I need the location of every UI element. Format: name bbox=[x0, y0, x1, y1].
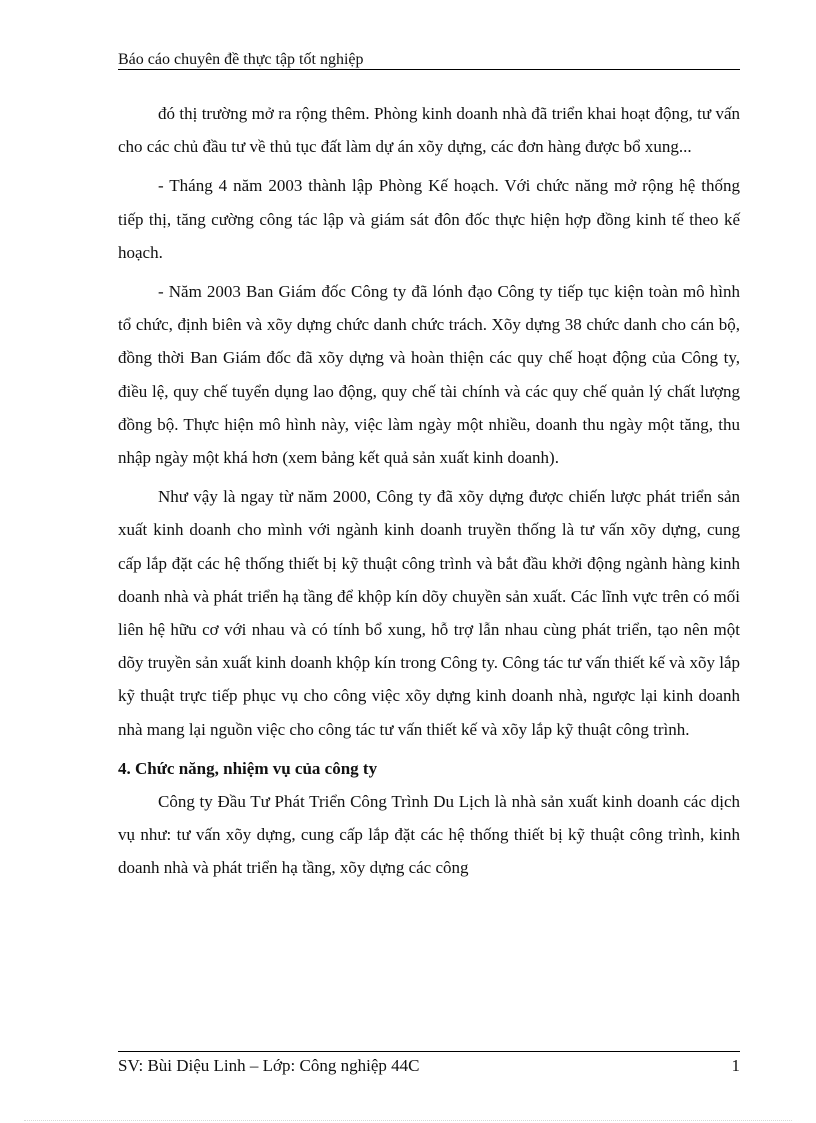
paragraph-organization-model: - Năm 2003 Ban Giám đốc Công ty đã lónh đạo Công ty tiếp tục kiện toàn mô hình tổ chức, định biên và xõy dựng chức danh chức trách. Xõy dựng 38 chức danh cho cán bộ, đồng thời Ban Giám đốc đã xõy dựng và hoàn thiện các quy chế hoạt động của Công ty, điều lệ, quy chế tuyển dụng lao động, quy chế tài chính và các quy chế quản lý chất lượng đồng bộ. Thực hiện mô hình này, việc làm ngày một nhiều, doanh thu ngày một tăng, thu nhập ngày một khá hơn (xem bảng kết quả sản xuất kinh doanh). bbox=[118, 282, 740, 468]
paragraph-company-functions: Công ty Đầu Tư Phát Triển Công Trình Du Lịch là nhà sản xuất kinh doanh các dịch vụ như: tư vấn xõy dựng, cung cấp lắp đặt các hệ thống thiết bị kỹ thuật công trình, kinh doanh nhà và phát triển hạ tầng, xõy dựng các công bbox=[118, 792, 740, 878]
header-title: Báo cáo chuyên đề thực tập tốt nghiệp bbox=[118, 51, 364, 68]
page-number: 1 bbox=[731, 1056, 740, 1075]
page-header bbox=[118, 50, 740, 70]
paragraph-market-expansion: đó thị trường mở ra rộng thêm. Phòng kinh doanh nhà đã triển khai hoạt động, tư vấn cho các chủ đầu tư về thủ tục đất làm dự án xõy dựng, các đơn hàng được bổ xung... bbox=[118, 104, 740, 157]
section-heading: 4. Chức năng, nhiệm vụ của công ty bbox=[118, 758, 378, 778]
paragraph-planning-department: - Tháng 4 năm 2003 thành lập Phòng Kế hoạch. Với chức năng mở rộng hệ thống tiếp thị, tăng cường công tác lập và giám sát đôn đốc thực hiện hợp đồng kinh tế theo kế hoạch. bbox=[118, 176, 740, 262]
page-footer bbox=[118, 1051, 740, 1076]
footer-author: SV: Bùi Diệu Linh – Lớp: Công nghiệp 44C bbox=[118, 1056, 420, 1075]
document-body bbox=[118, 97, 740, 885]
paragraph-business-strategy: Như vậy là ngay từ năm 2000, Công ty đã xõy dựng được chiến lược phát triển sản xuất kinh doanh cho mình với ngành kinh doanh truyền thống là tư vấn xõy dựng, cung cấp lắp đặt các hệ thống thiết bị kỹ thuật công trình và bắt đầu khởi động ngành hàng kinh doanh nhà và phát triển hạ tầng để khộp kín dõy chuyền sản xuất. Các lĩnh vực trên có mối liên hệ hữu cơ với nhau và có tính bổ xung, hỗ trợ lẫn nhau cùng phát triển, tạo nên một dõy truyền sản xuất kinh doanh khộp kín trong Công ty. Công tác tư vấn thiết kế và xõy lắp kỹ thuật trực tiếp phục vụ cho công việc xõy dựng kinh doanh nhà, ngược lại kinh doanh nhà mang lại nguồn việc cho công tác tư vấn thiết kế và xõy lắp kỹ thuật công trình. bbox=[118, 487, 740, 739]
page-edge-divider bbox=[24, 1120, 792, 1121]
